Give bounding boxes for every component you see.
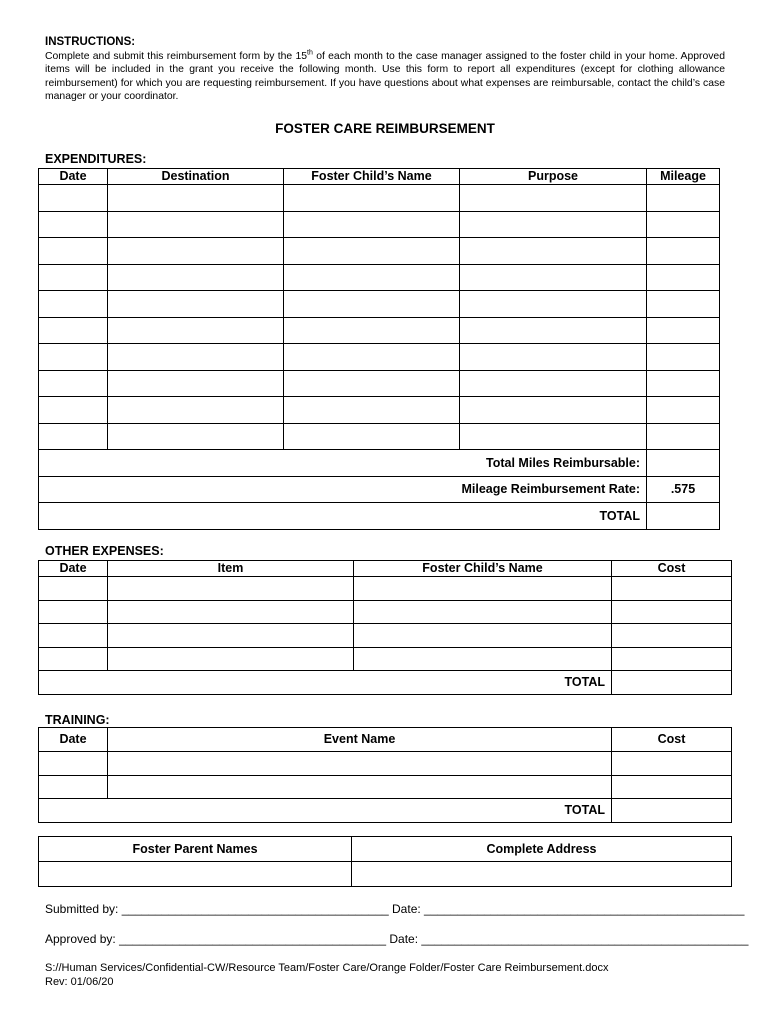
table-row (39, 752, 732, 776)
child-name-cell[interactable] (284, 344, 460, 371)
training-table (38, 727, 732, 823)
expenditures-total-cell[interactable] (647, 503, 720, 530)
destination-cell[interactable] (108, 344, 284, 371)
instructions-text (45, 50, 725, 104)
approved-by-line (45, 932, 748, 946)
child-name-cell[interactable] (354, 647, 612, 671)
purpose-cell[interactable] (460, 185, 647, 212)
child-name-cell[interactable] (284, 185, 460, 212)
expenditures-header-date: Date (39, 169, 108, 185)
mileage-rate-value: .575 (647, 476, 720, 503)
child-name-cell[interactable] (354, 624, 612, 648)
destination-cell[interactable] (108, 423, 284, 450)
cost-cell[interactable] (612, 577, 732, 601)
date-cell[interactable] (39, 577, 108, 601)
child-name-cell[interactable] (354, 600, 612, 624)
table-row (39, 624, 732, 648)
approved-date-field[interactable]: _________________________________________________ (421, 932, 749, 946)
date-cell[interactable] (39, 264, 108, 291)
event-name-cell[interactable] (108, 775, 612, 799)
other-expenses-table (38, 560, 732, 695)
child-name-cell[interactable] (354, 577, 612, 601)
destination-cell[interactable] (108, 317, 284, 344)
mileage-rate-row (39, 476, 720, 503)
destination-cell[interactable] (108, 264, 284, 291)
item-cell[interactable] (108, 647, 354, 671)
destination-cell[interactable] (108, 370, 284, 397)
complete-address-cell[interactable] (352, 862, 732, 887)
date-cell[interactable] (39, 647, 108, 671)
instructions-superscript: th (307, 49, 313, 57)
purpose-cell[interactable] (460, 264, 647, 291)
other-expenses-total-cell[interactable] (612, 671, 732, 695)
purpose-cell[interactable] (460, 370, 647, 397)
cost-cell[interactable] (612, 775, 732, 799)
purpose-cell[interactable] (460, 211, 647, 238)
foster-parent-names-header: Foster Parent Names (39, 837, 352, 862)
table-row (39, 264, 720, 291)
approved-by-label: Approved by: (45, 932, 116, 946)
table-row (39, 317, 720, 344)
purpose-cell[interactable] (460, 397, 647, 424)
item-cell[interactable] (108, 600, 354, 624)
item-cell[interactable] (108, 577, 354, 601)
child-name-cell[interactable] (284, 397, 460, 424)
submitted-by-label: Submitted by: (45, 902, 119, 916)
other-header-child-name: Foster Child’s Name (354, 561, 612, 577)
other-header-item: Item (108, 561, 354, 577)
expenditures-header-mileage: Mileage (647, 169, 720, 185)
other-header-cost: Cost (612, 561, 732, 577)
cost-cell[interactable] (612, 647, 732, 671)
training-label: TRAINING: (45, 713, 110, 727)
mileage-cell[interactable] (647, 344, 720, 371)
date-cell[interactable] (39, 423, 108, 450)
complete-address-header: Complete Address (352, 837, 732, 862)
expenditures-label: EXPENDITURES: (45, 152, 147, 166)
child-name-cell[interactable] (284, 370, 460, 397)
table-row (39, 238, 720, 265)
date-cell[interactable] (39, 600, 108, 624)
child-name-cell[interactable] (284, 238, 460, 265)
table-row (39, 344, 720, 371)
mileage-cell[interactable] (647, 317, 720, 344)
revision-date: Rev: 01/06/20 (45, 976, 114, 988)
date-cell[interactable] (39, 624, 108, 648)
submitted-date-field[interactable]: ________________________________________________ (424, 902, 745, 916)
form-title: FOSTER CARE REIMBURSEMENT (275, 121, 495, 136)
table-row (39, 600, 732, 624)
expenditures-table (38, 168, 720, 530)
destination-cell[interactable] (108, 397, 284, 424)
mileage-cell[interactable] (647, 211, 720, 238)
date-cell[interactable] (39, 291, 108, 318)
submitted-date-label: Date: (392, 902, 421, 916)
foster-parent-names-cell[interactable] (39, 862, 352, 887)
training-header-date: Date (39, 728, 108, 752)
instructions-text-part-2: of each month to the case manager assigned to the foster child in your home. Approved items will be included in the grant you receive the following month. Use this form to report all expenditures (except for clothing allowance reimbursement) for which you are requesting reimbursement. If you have questions about what expenses are reimbursable, contact the child’s case manager or your coordinator. (45, 50, 725, 103)
other-expenses-label: OTHER EXPENSES: (45, 544, 164, 558)
purpose-cell[interactable] (460, 238, 647, 265)
child-name-cell[interactable] (284, 291, 460, 318)
child-name-cell[interactable] (284, 211, 460, 238)
destination-cell[interactable] (108, 185, 284, 212)
date-cell[interactable] (39, 238, 108, 265)
table-row (39, 211, 720, 238)
training-total-row (39, 799, 732, 823)
instructions-block (45, 36, 725, 104)
date-cell[interactable] (39, 775, 108, 799)
table-row (39, 397, 720, 424)
footer (45, 961, 608, 989)
cost-cell[interactable] (612, 624, 732, 648)
mileage-cell[interactable] (647, 397, 720, 424)
destination-cell[interactable] (108, 291, 284, 318)
destination-cell[interactable] (108, 238, 284, 265)
other-expenses-total-row (39, 671, 732, 695)
child-name-cell[interactable] (284, 264, 460, 291)
foster-parent-table (38, 836, 732, 887)
child-name-cell[interactable] (284, 317, 460, 344)
purpose-cell[interactable] (460, 291, 647, 318)
table-row (39, 291, 720, 318)
date-cell[interactable] (39, 211, 108, 238)
date-cell[interactable] (39, 397, 108, 424)
expenditures-rows (39, 185, 720, 530)
purpose-cell[interactable] (460, 317, 647, 344)
instructions-heading: INSTRUCTIONS: (45, 36, 136, 48)
mileage-cell[interactable] (647, 264, 720, 291)
mileage-cell[interactable] (647, 291, 720, 318)
total-miles-row (39, 450, 720, 477)
training-header-event-name: Event Name (108, 728, 612, 752)
approved-by-field[interactable]: ________________________________________ (119, 932, 387, 946)
other-expenses-rows (39, 577, 732, 695)
mileage-rate-label: Mileage Reimbursement Rate: (39, 476, 647, 503)
mileage-cell[interactable] (647, 370, 720, 397)
table-row (39, 775, 732, 799)
date-cell[interactable] (39, 752, 108, 776)
total-miles-label: Total Miles Reimbursable: (39, 450, 647, 477)
instructions-text-part-1: Complete and submit this reimbursement form by the 15 (45, 50, 308, 62)
training-rows (39, 752, 732, 823)
mileage-cell[interactable] (647, 423, 720, 450)
table-row (39, 647, 732, 671)
table-row (39, 185, 720, 212)
other-expenses-total-label: TOTAL (39, 671, 612, 695)
training-total-cell[interactable] (612, 799, 732, 823)
file-path: S://Human Services/Confidential-CW/Resource Team/Foster Care/Orange Folder/Foster Care Reimbursement.docx (45, 962, 609, 974)
destination-cell[interactable] (108, 211, 284, 238)
table-row (39, 370, 720, 397)
training-header-cost: Cost (612, 728, 732, 752)
event-name-cell[interactable] (108, 752, 612, 776)
purpose-cell[interactable] (460, 344, 647, 371)
item-cell[interactable] (108, 624, 354, 648)
purpose-cell[interactable] (460, 423, 647, 450)
date-cell[interactable] (39, 317, 108, 344)
child-name-cell[interactable] (284, 423, 460, 450)
mileage-cell[interactable] (647, 185, 720, 212)
date-cell[interactable] (39, 370, 108, 397)
mileage-cell[interactable] (647, 238, 720, 265)
total-miles-cell[interactable] (647, 450, 720, 477)
date-cell[interactable] (39, 185, 108, 212)
cost-cell[interactable] (612, 752, 732, 776)
submitted-by-line (45, 902, 744, 916)
table-row (39, 862, 732, 887)
expenditures-header-purpose: Purpose (460, 169, 647, 185)
approved-date-label: Date: (389, 932, 419, 946)
expenditures-total-label: TOTAL (39, 503, 647, 530)
other-header-date: Date (39, 561, 108, 577)
table-row (39, 577, 732, 601)
training-total-label: TOTAL (39, 799, 612, 823)
table-row (39, 423, 720, 450)
date-cell[interactable] (39, 344, 108, 371)
expenditures-total-row (39, 503, 720, 530)
submitted-by-field[interactable]: ________________________________________ (121, 902, 389, 916)
cost-cell[interactable] (612, 600, 732, 624)
expenditures-header-child-name: Foster Child’s Name (284, 169, 460, 185)
expenditures-header-destination: Destination (108, 169, 284, 185)
